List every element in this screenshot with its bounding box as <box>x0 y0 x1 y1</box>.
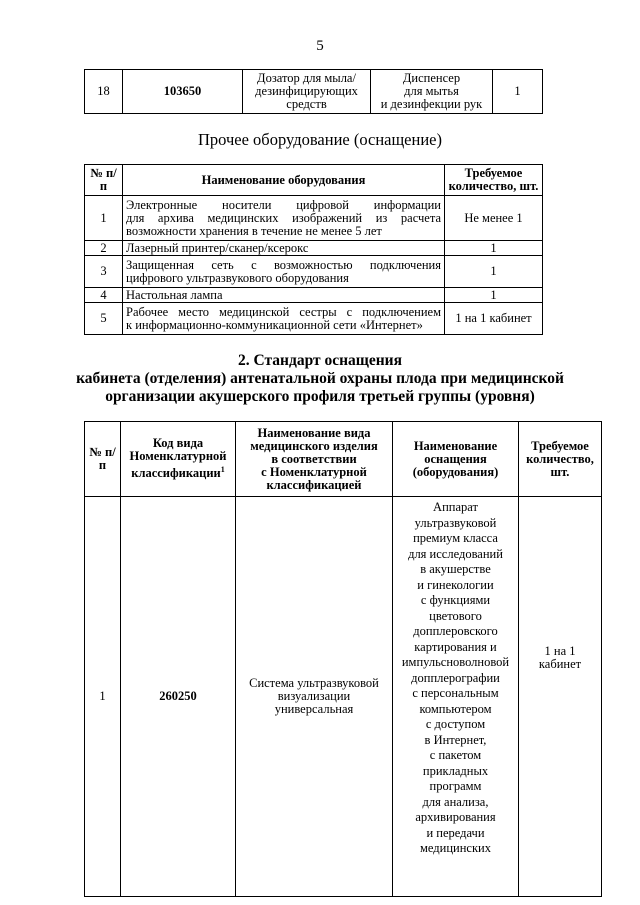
table-row <box>85 497 602 897</box>
page-number: 5 <box>316 38 324 54</box>
row-name: Лазерный принтер/сканер/ксерокс <box>123 241 445 256</box>
header-num: № п/п <box>85 422 121 497</box>
table-header <box>85 165 543 196</box>
row-number: 5 <box>85 303 123 335</box>
top-table <box>84 69 543 114</box>
table-row <box>85 303 543 335</box>
quantity-cell: 1 на 1 кабинет <box>519 497 602 897</box>
row-qty: Не менее 1 <box>445 196 543 241</box>
section-title: Прочее оборудование (оснащение) <box>198 130 442 149</box>
header-name: Наименование оборудования <box>123 165 445 196</box>
table-row <box>85 256 543 288</box>
row-number: 3 <box>85 256 123 288</box>
header-qty: Требуемое количество, шт. <box>519 422 602 497</box>
row-name: Настольная лампа <box>123 288 445 303</box>
row-qty: 1 на 1 кабинет <box>445 303 543 335</box>
row-qty: 1 <box>445 241 543 256</box>
table-row <box>85 288 543 303</box>
row-name: Рабочее место медицинской сестры с подключением к информационно-коммуникационной сети «Интернет» <box>123 303 445 335</box>
equipment-cell: Диспенсер для мытья и дезинфекции рук <box>371 70 493 114</box>
standard-table <box>84 421 602 897</box>
quantity-cell: 1 <box>493 70 543 114</box>
row-number: 18 <box>85 70 123 114</box>
code-cell: 103650 <box>123 70 243 114</box>
table-header <box>85 422 602 497</box>
table-row <box>85 70 543 114</box>
row-number: 2 <box>85 241 123 256</box>
header-code: Код вида Номенклатурной классификации$^1$ <box>121 422 236 497</box>
device-name-cell: Система ультразвуковой визуализации универсальная <box>236 497 393 897</box>
row-number: 1 <box>85 196 123 241</box>
header-num: № п/п <box>85 165 123 196</box>
table-row <box>85 196 543 241</box>
standard-title: 2. Стандарт оснащения кабинета (отделения) антенатальной охраны плода при медицинской организации акушерского профиля третьей группы (уровня) <box>76 352 564 405</box>
other-equipment-table <box>84 164 543 335</box>
row-qty: 1 <box>445 288 543 303</box>
row-number: 1 <box>85 497 121 897</box>
header-device-name: Наименование вида медицинского изделия в соответствии с Номенклатурной классификацией <box>236 422 393 497</box>
equipment-cell: Аппарат ультразвуковой премиум класса для исследований в акушерстве и гинекологии с функциями цветового допплеровского картирования и импульсноволновой допплерографии с персональным компьютером с доступом в Интернет, с пакетом прикладных программ для анализа, архивирования и передачи медицинских <box>393 497 519 897</box>
header-equipment: Наименование оснащения (оборудования) <box>393 422 519 497</box>
code-cell: 260250 <box>121 497 236 897</box>
header-qty: Требуемое количество, шт. <box>445 165 543 196</box>
row-qty: 1 <box>445 256 543 288</box>
row-name: Защищенная сеть с возможностью подключения цифрового ультразвукового оборудования <box>123 256 445 288</box>
table-row <box>85 241 543 256</box>
device-name-cell: Дозатор для мыла/ дезинфицирующих средств <box>243 70 371 114</box>
row-number: 4 <box>85 288 123 303</box>
row-name: Электронные носители цифровой информации для архива медицинских изображений из расчета возможности хранения в течение не менее 5 лет <box>123 196 445 241</box>
